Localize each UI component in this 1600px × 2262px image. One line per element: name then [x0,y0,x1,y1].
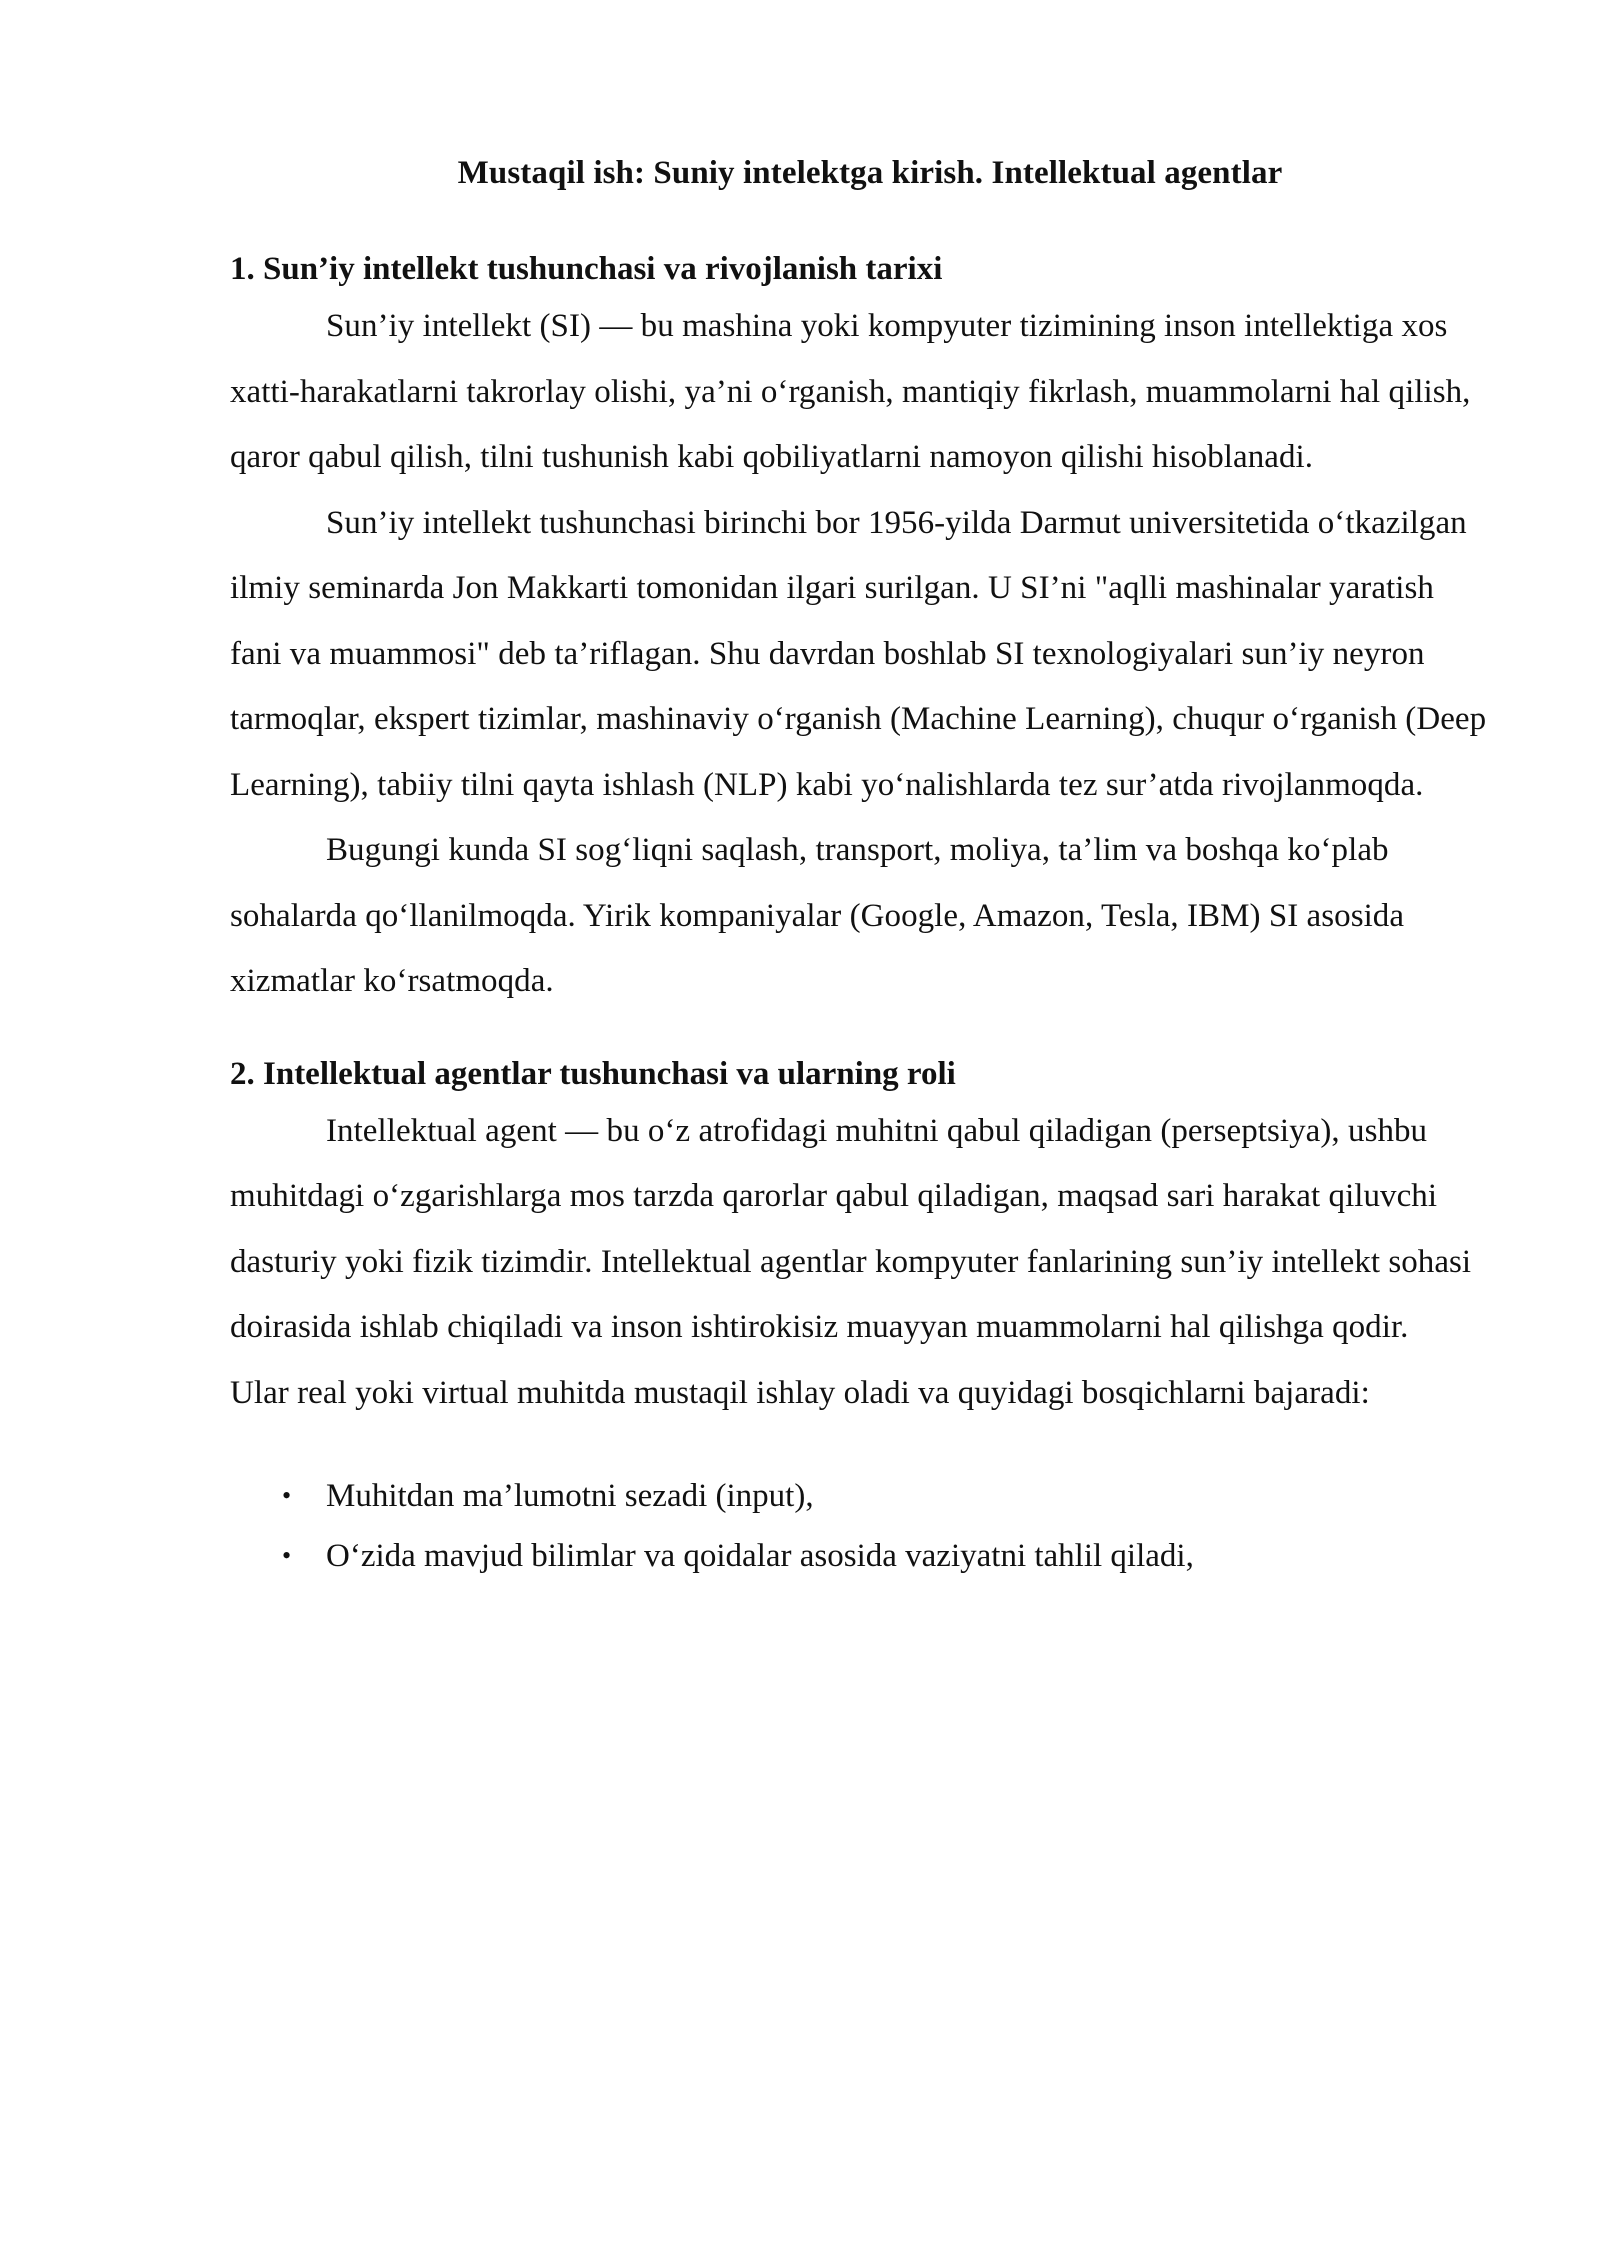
section-1-paragraph-3: Bugungi kunda SI sog‘liqni saqlash, transport, moliya, ta’lim va boshqa ko‘plab sohalarda qo‘llanilmoqda. Yirik kompaniyalar (Google, Amazon, Tesla, IBM) SI asosida xizmatlar ko‘rsatmoqda. [230,832,1405,999]
list-item [230,1466,1490,1526]
list-item-text: O‘zida mavjud bilimlar va qoidalar asosida vaziyatni tahlil qiladi, [326,1538,1194,1574]
section-1-paragraph-2: Sun’iy intellekt tushunchasi birinchi bor 1956-yilda Darmut universitetida o‘tkazilgan ilmiy seminarda Jon Makkarti tomonidan ilgari surilgan. U SI’ni "aqlli mashinalar yaratish fani va muammosi" deb ta’riflagan. Shu davrdan boshlab SI texnologiyalari sun’iy neyron tarmoqlar, ekspert tizimlar, mashinaviy o‘rganish (Machine Learning), chuqur o‘rganish (Deep Learning), tabiiy tilni qayta ishlash (NLP) kabi yo‘nalishlarda tez sur’atda rivojlanmoqda. [230,504,1487,803]
bullet-icon: • [282,1481,292,1510]
list-item [230,1526,1490,1586]
steps-list [230,1466,1490,1586]
document-title: Mustaqil ish: Suniy intelektga kirish. Intellektual agentlar [457,155,1283,191]
document-body [230,148,1490,1586]
section-1-paragraph-1: Sun’iy intellekt (SI) — bu mashina yoki kompyuter tizimining inson intellektiga xos xatti-harakatlarni takrorlay olishi, ya’ni o‘rganish, mantiqiy fikrlash, muammolarni hal qilish, qaror qabul qilish, tilni tushunish kabi qobiliyatlarni namoyon qilishi hisoblanadi. [230,308,1471,475]
section-2-paragraph-1: Intellektual agent — bu o‘z atrofidagi muhitni qabul qiladigan (perseptsiya), ushbu muhitdagi o‘zgarishlarga mos tarzda qarorlar qabul qiladigan, maqsad sari harakat qiluvchi dasturiy yoki fizik tizimdir. Intellektual agentlar kompyuter fanlarining sun’iy intellekt sohasi doirasida ishlab chiqiladi va inson ishtirokisiz muayyan muammolarni hal qilishga qodir. [230,1112,1472,1345]
section-2-paragraph-2: Ular real yoki virtual muhitda mustaqil ishlay oladi va quyidagi bosqichlarni bajaradi: [230,1374,1370,1411]
section-1-heading: 1. Sun’iy intellekt tushunchasi va rivojlanish tarixi [230,251,943,287]
bullet-icon: • [282,1541,292,1570]
section-2-heading: 2. Intellektual agentlar tushunchasi va ularning roli [230,1055,956,1092]
list-item-text: Muhitdan ma’lumotni sezadi (input), [326,1478,814,1514]
